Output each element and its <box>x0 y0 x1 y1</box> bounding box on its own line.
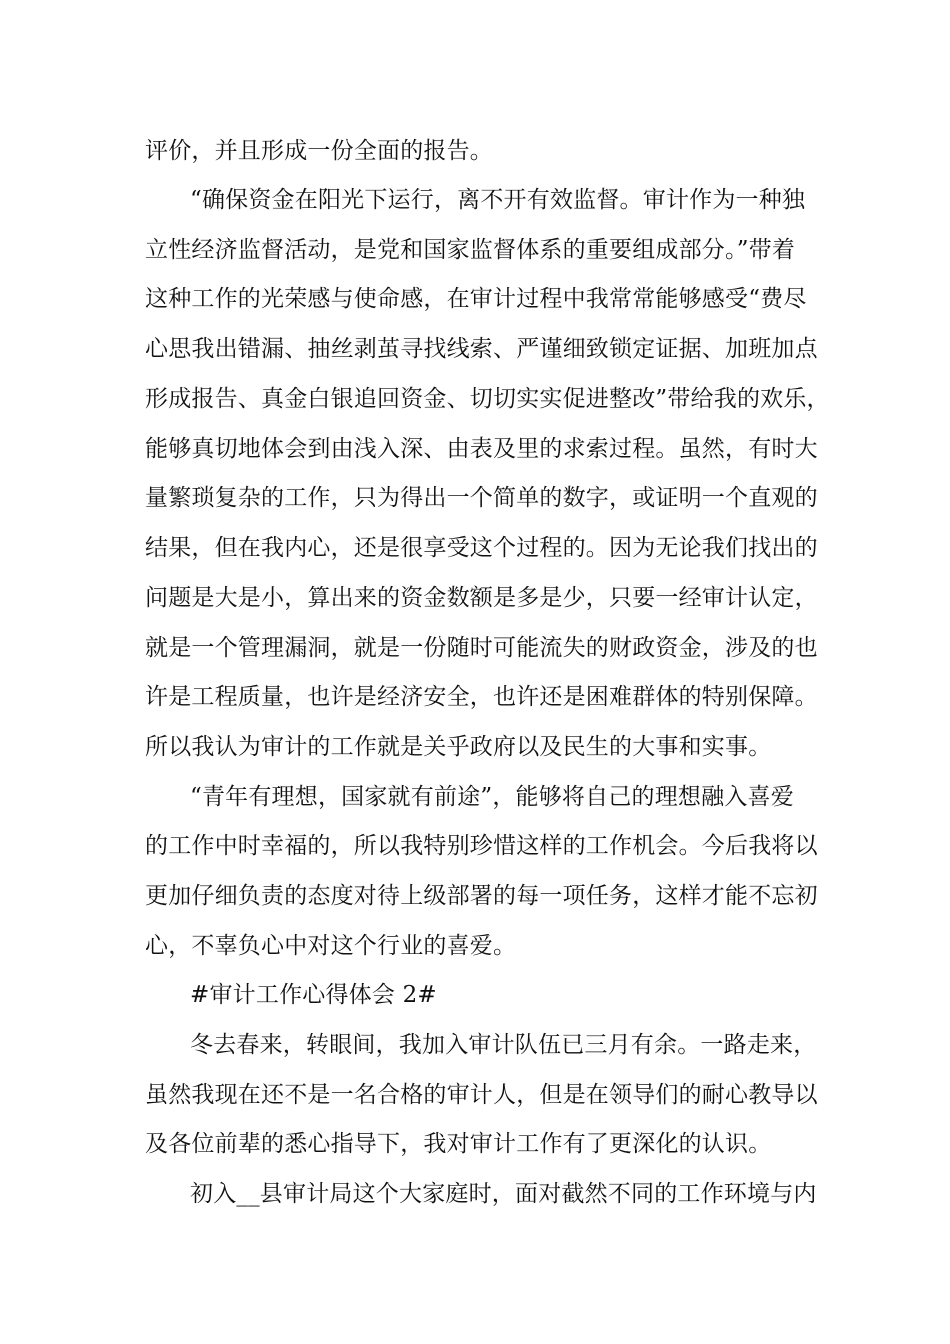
section-heading: #审计工作心得体会 2# <box>190 982 437 1008</box>
text-line: 量繁琐复杂的工作，只为得出一个简单的数字，或证明一个直观的 <box>145 485 818 511</box>
text-line: 立性经济监督活动，是党和国家监督体系的重要组成部分。”带着 <box>145 237 796 263</box>
text-line: 能够真切地体会到由浅入深、由表及里的求索过程。虽然，有时大 <box>145 436 818 462</box>
text-line: 的工作中时幸福的，所以我特别珍惜这样的工作机会。今后我将以 <box>145 833 818 859</box>
text-line: 这种工作的光荣感与使命感，在审计过程中我常常能够感受“费尽 <box>145 286 807 312</box>
text-line: 所以我认为审计的工作就是关乎政府以及民生的大事和实事。 <box>145 734 772 760</box>
text-line: 问题是大是小，算出来的资金数额是多是少，只要一经审计认定， <box>145 585 818 611</box>
paragraph-start-line: “确保资金在阳光下运行，离不开有效监督。审计作为一种独 <box>190 187 806 213</box>
text-line: 形成报告、真金白银追回资金、切切实实促进整改”带给我的欢乐， <box>145 386 830 412</box>
text-line: 心思我出错漏、抽丝剥茧寻找线索、严谨细致锁定证据、加班加点 <box>145 336 818 362</box>
text-line: 就是一个管理漏洞，就是一份随时可能流失的财政资金，涉及的也 <box>145 635 818 661</box>
text-line: 虽然我现在还不是一名合格的审计人，但是在领导们的耐心教导以 <box>145 1082 818 1108</box>
text-line: 及各位前辈的悉心指导下，我对审计工作有了更深化的认识。 <box>145 1131 772 1157</box>
paragraph-start-line: “青年有理想，国家就有前途”，能够将自己的理想融入喜爱 <box>190 784 794 810</box>
text-line: 许是工程质量，也许是经济安全，也许还是困难群体的特别保障。 <box>145 684 818 710</box>
text-line: 评价，并且形成一份全面的报告。 <box>145 138 493 164</box>
text-line: 心，不辜负心中对这个行业的喜爱。 <box>145 933 517 959</box>
paragraph-start-line: 冬去春来，转眼间，我加入审计队伍已三月有余。一路走来， <box>190 1032 817 1058</box>
paragraph-start-line: 初入__县审计局这个大家庭时，面对截然不同的工作环境与内 <box>190 1181 817 1207</box>
text-line: 更加仔细负责的态度对待上级部署的每一项任务，这样才能不忘初 <box>145 883 818 909</box>
text-line: 结果，但在我内心，还是很享受这个过程的。因为无论我们找出的 <box>145 535 818 561</box>
